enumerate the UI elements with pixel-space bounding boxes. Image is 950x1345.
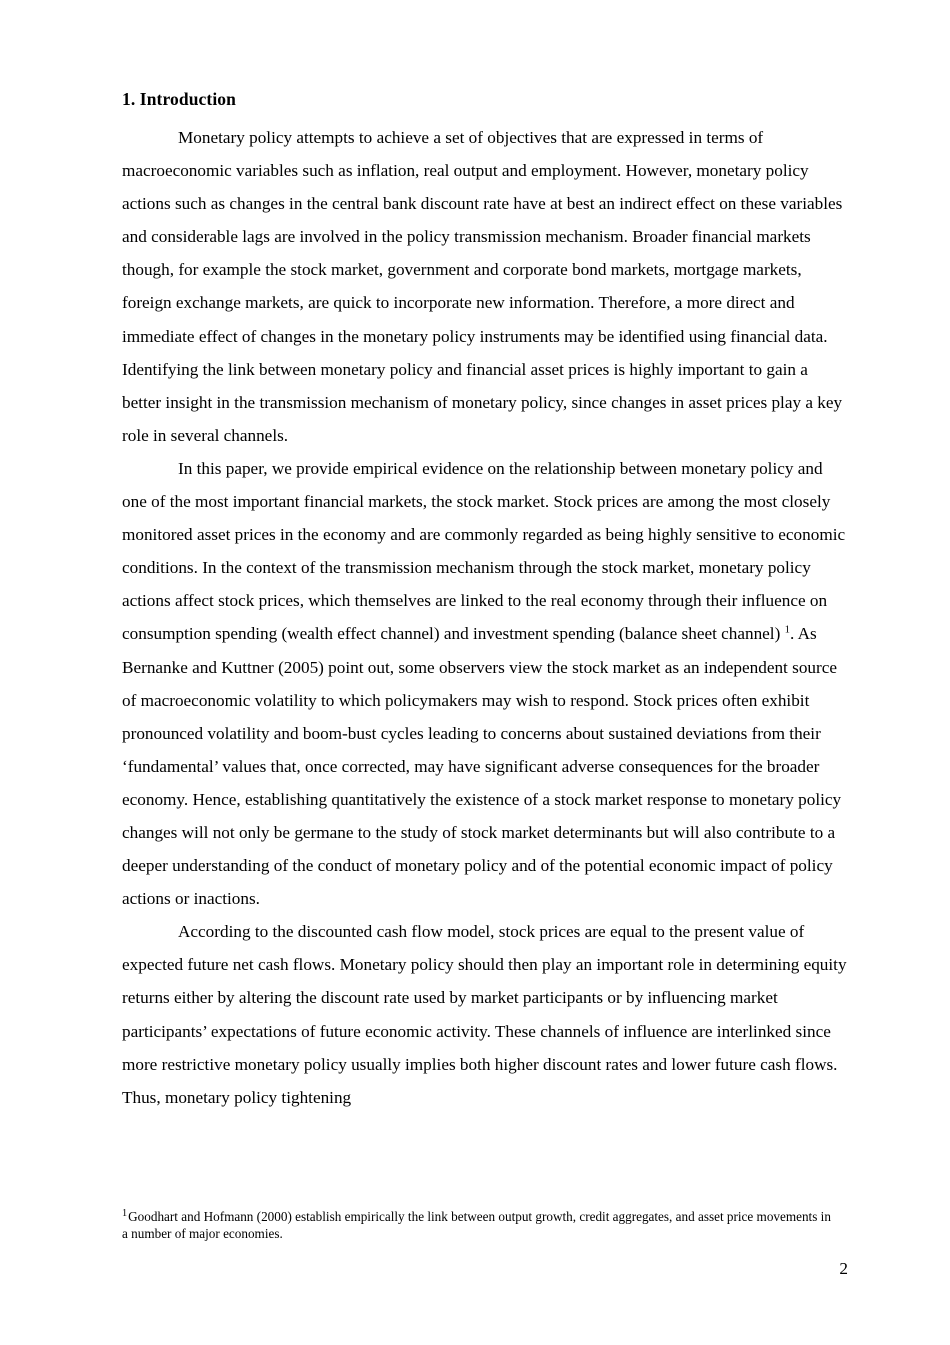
paragraph-1-text: Monetary policy attempts to achieve a set of objectives that are expressed in terms of macroeconomic variables such as inflation, real output and employment. However, monetary policy actions such as changes in the central bank discount rate have at best an indirect effect on these variables and considerable lags are involved in the policy transmission mechanism. Broader financial markets though, for example the stock market, government and corporate bond markets, mortgage markets, foreign exchange markets, are quick to incorporate new information. Therefore, a more direct and immediate effect of changes in the monetary policy instruments may be identified using financial data. Identifying the link between monetary policy and financial asset prices is highly important to gain a better insight in the transmission mechanism of monetary policy, since changes in asset prices play a key role in several channels. bbox=[122, 128, 843, 445]
paragraph-3 bbox=[122, 915, 848, 1114]
paragraph-1 bbox=[122, 121, 848, 452]
footnote-1 bbox=[122, 1208, 836, 1243]
paragraph-3-text: According to the discounted cash flow model, stock prices are equal to the present value of expected future net cash flows. Monetary policy should then play an important role in determining equity returns either by altering the discount rate used by market participants or by influencing market participants’ expectations of future economic activity. These channels of influence are interlinked since more restrictive monetary policy usually implies both higher discount rates and lower future cash flows. Thus, monetary policy tightening bbox=[122, 922, 847, 1107]
paragraph-2-text-before-footnote: In this paper, we provide empirical evidence on the relationship between monetary policy and one of the most important financial markets, the stock market. Stock prices are among the most closely monitored asset prices in the economy and are commonly regarded as being highly sensitive to economic conditions. In the context of the transmission mechanism through the stock market, monetary policy actions affect stock prices, which themselves are linked to the real economy through their influence on consumption spending (wealth effect channel) and investment spending (balance sheet channel) bbox=[122, 458, 846, 644]
section-heading-introduction: 1. Introduction bbox=[122, 89, 236, 109]
page-body bbox=[122, 88, 848, 1114]
footnote-marker-1: 1 bbox=[122, 1207, 128, 1219]
paragraph-2 bbox=[122, 452, 848, 915]
page-number: 2 bbox=[839, 1259, 848, 1278]
footnote-reference-1[interactable]: 1 bbox=[784, 624, 790, 636]
paragraph-2-text-after-footnote: . As Bernanke and Kuttner (2005) point out, some observers view the stock market as an independent source of macroeconomic volatility to which policymakers may wish to respond. Stock prices often exhibit pronounced volatility and boom-bust cycles leading to concerns about sustained deviations from their ‘fundamental’ values that, once corrected, may have significant adverse consequences for the broader economy. Hence, establishing quantitatively the existence of a stock market response to monetary policy changes will not only be germane to the study of stock market determinants but will also contribute to a deeper understanding of the conduct of monetary policy and of the potential economic impact of policy actions or inactions. bbox=[122, 624, 842, 909]
body-text-block bbox=[122, 121, 848, 1114]
footnote-area bbox=[122, 1208, 836, 1243]
footnote-1-text: Goodhart and Hofmann (2000) establish empirically the link between output growth, credit aggregates, and asset price movements in a number of major economies. bbox=[122, 1209, 831, 1242]
